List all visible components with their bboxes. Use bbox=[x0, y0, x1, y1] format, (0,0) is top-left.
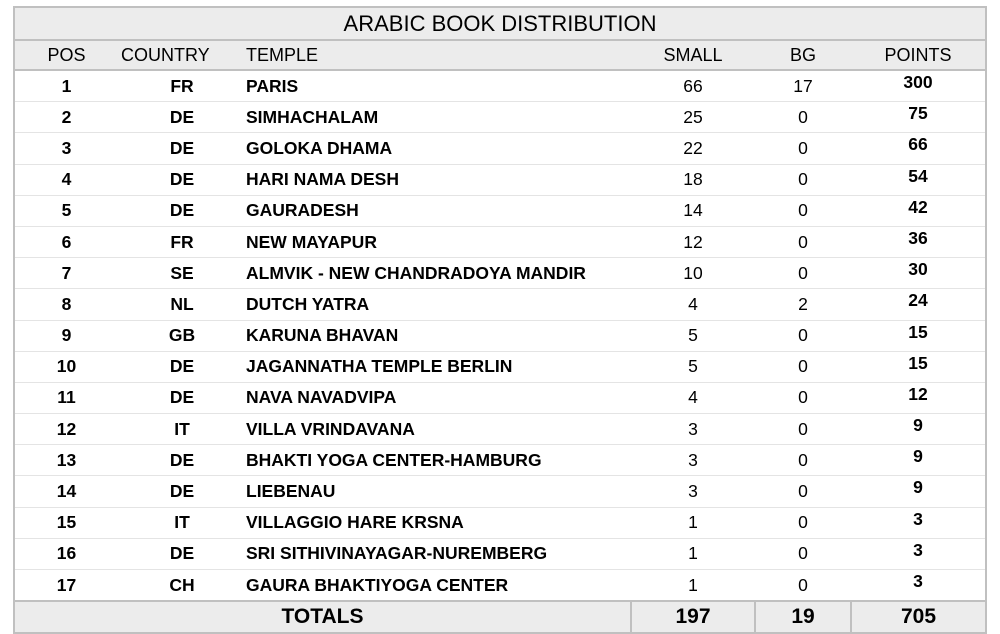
cell-pos: 10 bbox=[14, 351, 118, 382]
header-pos: POS bbox=[14, 40, 118, 70]
table-title: ARABIC BOOK DISTRIBUTION bbox=[14, 7, 986, 40]
cell-pos: 9 bbox=[14, 320, 118, 351]
cell-country: SE bbox=[118, 258, 246, 289]
cell-temple: NEW MAYAPUR bbox=[246, 226, 631, 257]
cell-temple: VILLAGGIO HARE KRSNA bbox=[246, 507, 631, 538]
cell-country: DE bbox=[118, 164, 246, 195]
cell-points: 9 bbox=[851, 445, 986, 476]
header-temple: TEMPLE bbox=[246, 40, 631, 70]
cell-points: 15 bbox=[851, 320, 986, 351]
cell-small: 3 bbox=[631, 476, 755, 507]
table-row bbox=[14, 289, 986, 320]
cell-small: 66 bbox=[631, 70, 755, 102]
cell-country: DE bbox=[118, 538, 246, 569]
cell-small: 14 bbox=[631, 195, 755, 226]
cell-bg: 0 bbox=[755, 320, 851, 351]
cell-pos: 3 bbox=[14, 133, 118, 164]
cell-pos: 17 bbox=[14, 570, 118, 602]
cell-country: IT bbox=[118, 507, 246, 538]
cell-temple: PARIS bbox=[246, 70, 631, 102]
cell-pos: 7 bbox=[14, 258, 118, 289]
cell-points: 75 bbox=[851, 102, 986, 133]
cell-country: DE bbox=[118, 133, 246, 164]
cell-small: 4 bbox=[631, 289, 755, 320]
table-row bbox=[14, 507, 986, 538]
totals-label: TOTALS bbox=[14, 601, 631, 633]
cell-points: 3 bbox=[851, 570, 986, 602]
cell-pos: 6 bbox=[14, 226, 118, 257]
cell-country: DE bbox=[118, 102, 246, 133]
cell-bg: 2 bbox=[755, 289, 851, 320]
cell-small: 1 bbox=[631, 570, 755, 602]
table-row bbox=[14, 102, 986, 133]
cell-temple: VILLA VRINDAVANA bbox=[246, 414, 631, 445]
cell-temple: DUTCH YATRA bbox=[246, 289, 631, 320]
title-row bbox=[14, 7, 986, 40]
cell-country: FR bbox=[118, 226, 246, 257]
cell-points: 3 bbox=[851, 507, 986, 538]
cell-bg: 0 bbox=[755, 351, 851, 382]
table-row bbox=[14, 570, 986, 602]
cell-points: 42 bbox=[851, 195, 986, 226]
table-row bbox=[14, 476, 986, 507]
cell-bg: 17 bbox=[755, 70, 851, 102]
cell-pos: 14 bbox=[14, 476, 118, 507]
cell-bg: 0 bbox=[755, 507, 851, 538]
cell-temple: GAURA BHAKTIYOGA CENTER bbox=[246, 570, 631, 602]
cell-temple: ALMVIK - NEW CHANDRADOYA MANDIR bbox=[246, 258, 631, 289]
cell-bg: 0 bbox=[755, 414, 851, 445]
cell-points: 30 bbox=[851, 258, 986, 289]
table-row bbox=[14, 320, 986, 351]
cell-small: 3 bbox=[631, 445, 755, 476]
totals-points: 705 bbox=[851, 601, 986, 633]
totals-small: 197 bbox=[631, 601, 755, 633]
cell-pos: 5 bbox=[14, 195, 118, 226]
table-row bbox=[14, 445, 986, 476]
cell-small: 12 bbox=[631, 226, 755, 257]
cell-temple: SRI SITHIVINAYAGAR-NUREMBERG bbox=[246, 538, 631, 569]
table-row bbox=[14, 164, 986, 195]
cell-bg: 0 bbox=[755, 195, 851, 226]
cell-pos: 2 bbox=[14, 102, 118, 133]
cell-pos: 8 bbox=[14, 289, 118, 320]
cell-points: 3 bbox=[851, 538, 986, 569]
cell-small: 22 bbox=[631, 133, 755, 164]
cell-points: 36 bbox=[851, 226, 986, 257]
cell-bg: 0 bbox=[755, 382, 851, 413]
distribution-sheet bbox=[13, 6, 985, 634]
cell-small: 3 bbox=[631, 414, 755, 445]
cell-country: DE bbox=[118, 382, 246, 413]
cell-bg: 0 bbox=[755, 476, 851, 507]
cell-temple: BHAKTI YOGA CENTER-HAMBURG bbox=[246, 445, 631, 476]
cell-points: 15 bbox=[851, 351, 986, 382]
cell-pos: 13 bbox=[14, 445, 118, 476]
cell-small: 25 bbox=[631, 102, 755, 133]
cell-points: 66 bbox=[851, 133, 986, 164]
distribution-table bbox=[13, 6, 987, 634]
cell-temple: JAGANNATHA TEMPLE BERLIN bbox=[246, 351, 631, 382]
header-points: POINTS bbox=[851, 40, 986, 70]
cell-temple: SIMHACHALAM bbox=[246, 102, 631, 133]
cell-small: 5 bbox=[631, 320, 755, 351]
cell-country: DE bbox=[118, 445, 246, 476]
cell-country: FR bbox=[118, 70, 246, 102]
cell-pos: 15 bbox=[14, 507, 118, 538]
table-row bbox=[14, 414, 986, 445]
cell-pos: 1 bbox=[14, 70, 118, 102]
table-row bbox=[14, 382, 986, 413]
cell-points: 9 bbox=[851, 414, 986, 445]
cell-temple: GOLOKA DHAMA bbox=[246, 133, 631, 164]
header-row bbox=[14, 40, 986, 70]
cell-pos: 11 bbox=[14, 382, 118, 413]
cell-bg: 0 bbox=[755, 258, 851, 289]
cell-pos: 16 bbox=[14, 538, 118, 569]
cell-country: GB bbox=[118, 320, 246, 351]
cell-temple: GAURADESH bbox=[246, 195, 631, 226]
table-row bbox=[14, 258, 986, 289]
cell-points: 12 bbox=[851, 382, 986, 413]
table-row bbox=[14, 70, 986, 102]
cell-small: 1 bbox=[631, 538, 755, 569]
cell-country: IT bbox=[118, 414, 246, 445]
cell-bg: 0 bbox=[755, 102, 851, 133]
cell-small: 10 bbox=[631, 258, 755, 289]
cell-temple: LIEBENAU bbox=[246, 476, 631, 507]
table-row bbox=[14, 351, 986, 382]
table-body bbox=[14, 70, 986, 601]
cell-small: 1 bbox=[631, 507, 755, 538]
cell-small: 18 bbox=[631, 164, 755, 195]
table-row bbox=[14, 133, 986, 164]
cell-country: DE bbox=[118, 195, 246, 226]
cell-pos: 12 bbox=[14, 414, 118, 445]
header-small: SMALL bbox=[631, 40, 755, 70]
totals-row bbox=[14, 601, 986, 633]
cell-country: CH bbox=[118, 570, 246, 602]
cell-bg: 0 bbox=[755, 133, 851, 164]
table-row bbox=[14, 538, 986, 569]
totals-bg: 19 bbox=[755, 601, 851, 633]
cell-points: 300 bbox=[851, 70, 986, 102]
cell-temple: NAVA NAVADVIPA bbox=[246, 382, 631, 413]
cell-country: NL bbox=[118, 289, 246, 320]
cell-bg: 0 bbox=[755, 164, 851, 195]
cell-bg: 0 bbox=[755, 226, 851, 257]
cell-country: DE bbox=[118, 476, 246, 507]
cell-temple: KARUNA BHAVAN bbox=[246, 320, 631, 351]
header-bg: BG bbox=[755, 40, 851, 70]
table-row bbox=[14, 226, 986, 257]
cell-small: 4 bbox=[631, 382, 755, 413]
cell-bg: 0 bbox=[755, 570, 851, 602]
cell-points: 9 bbox=[851, 476, 986, 507]
table-row bbox=[14, 195, 986, 226]
cell-pos: 4 bbox=[14, 164, 118, 195]
cell-small: 5 bbox=[631, 351, 755, 382]
cell-bg: 0 bbox=[755, 445, 851, 476]
cell-bg: 0 bbox=[755, 538, 851, 569]
header-country: COUNTRY bbox=[118, 40, 246, 70]
cell-country: DE bbox=[118, 351, 246, 382]
cell-points: 54 bbox=[851, 164, 986, 195]
cell-temple: HARI NAMA DESH bbox=[246, 164, 631, 195]
cell-points: 24 bbox=[851, 289, 986, 320]
